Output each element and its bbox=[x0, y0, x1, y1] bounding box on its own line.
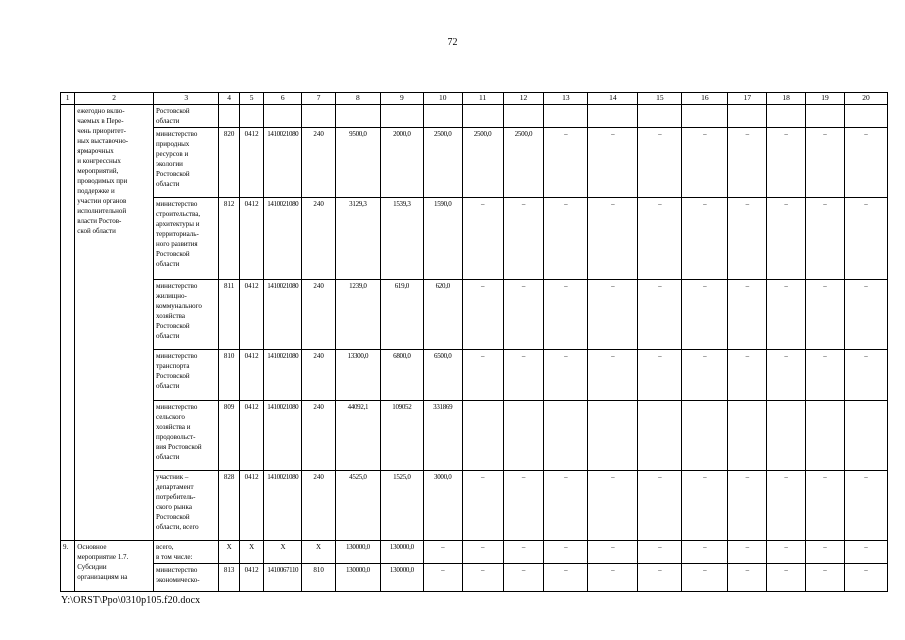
value-cell: 240 bbox=[302, 128, 336, 198]
table.measure_text_a-line: власти Ростов- bbox=[77, 217, 122, 225]
value-cell bbox=[844, 105, 887, 128]
value-cell bbox=[219, 105, 239, 128]
value-cell: – bbox=[503, 280, 544, 350]
value-cell: – bbox=[682, 541, 728, 564]
value-cell: 0412 bbox=[239, 280, 264, 350]
value-cell: – bbox=[844, 350, 887, 401]
value-cell: – bbox=[682, 128, 728, 198]
value-cell: 1410021080 bbox=[264, 198, 302, 280]
executor-cell bbox=[154, 198, 219, 280]
value-cell: – bbox=[544, 128, 588, 198]
table.rows.6.col3-line: области, всего bbox=[156, 523, 199, 531]
value-cell: Х bbox=[302, 541, 336, 564]
value-cell: 6500,0 bbox=[423, 350, 462, 401]
table.rows.7.col3-line: всего, bbox=[156, 543, 174, 551]
header-cell: 8 bbox=[335, 93, 380, 105]
value-cell bbox=[806, 105, 845, 128]
value-cell bbox=[638, 401, 682, 471]
value-cell bbox=[264, 105, 302, 128]
value-cell bbox=[806, 401, 845, 471]
value-cell: 810 bbox=[302, 564, 336, 592]
value-cell: 130000,0 bbox=[380, 541, 423, 564]
table.measure_text_a-line: мероприятий, bbox=[77, 167, 119, 175]
header-cell: 14 bbox=[588, 93, 638, 105]
value-cell: 1539,3 bbox=[380, 198, 423, 280]
table.rows.5.col3-line: сельского bbox=[156, 413, 185, 421]
value-cell bbox=[767, 105, 806, 128]
value-cell bbox=[544, 401, 588, 471]
table.rows.4.col3-line: области bbox=[156, 382, 180, 390]
table.rows.0.col3-line: Ростовской bbox=[156, 107, 190, 115]
executor-cell bbox=[154, 105, 219, 128]
value-cell bbox=[682, 401, 728, 471]
value-cell: 620,0 bbox=[423, 280, 462, 350]
value-cell: – bbox=[767, 541, 806, 564]
table-row bbox=[61, 350, 888, 401]
executor-cell bbox=[154, 128, 219, 198]
value-cell: 809 bbox=[219, 401, 239, 471]
value-cell bbox=[767, 401, 806, 471]
value-cell: – bbox=[767, 128, 806, 198]
value-cell: – bbox=[503, 471, 544, 541]
header-cell: 16 bbox=[682, 93, 728, 105]
value-cell: 1590,0 bbox=[423, 198, 462, 280]
header-cell: 4 bbox=[219, 93, 239, 105]
header-cell: 6 bbox=[264, 93, 302, 105]
header-cell: 20 bbox=[844, 93, 887, 105]
value-cell: – bbox=[638, 128, 682, 198]
value-cell: – bbox=[638, 541, 682, 564]
value-cell: – bbox=[728, 564, 767, 592]
file-path-footer: Y:\ORST\Ppo\0310p105.f20.docx bbox=[61, 595, 201, 606]
value-cell: – bbox=[503, 564, 544, 592]
header-row bbox=[61, 93, 888, 105]
value-cell: – bbox=[767, 198, 806, 280]
value-cell bbox=[380, 105, 423, 128]
value-cell: – bbox=[728, 541, 767, 564]
value-cell: – bbox=[728, 471, 767, 541]
page-number: 72 bbox=[447, 37, 458, 48]
value-cell: – bbox=[588, 350, 638, 401]
table.measure_text_a-line: ярмарочных bbox=[77, 147, 114, 155]
value-cell: 1525,0 bbox=[380, 471, 423, 541]
table.rows.8.col3-line: министерство bbox=[156, 566, 198, 574]
value-cell: Х bbox=[219, 541, 239, 564]
budget-table bbox=[60, 92, 888, 592]
value-cell: – bbox=[767, 350, 806, 401]
value-cell: 4525,0 bbox=[335, 471, 380, 541]
table-row bbox=[61, 541, 888, 564]
value-cell bbox=[503, 105, 544, 128]
executor-cell bbox=[154, 280, 219, 350]
value-cell: 240 bbox=[302, 471, 336, 541]
value-cell: – bbox=[544, 564, 588, 592]
value-cell: – bbox=[503, 350, 544, 401]
value-cell: – bbox=[503, 198, 544, 280]
value-cell: 240 bbox=[302, 401, 336, 471]
value-cell bbox=[588, 105, 638, 128]
value-cell: 3129,3 bbox=[335, 198, 380, 280]
header-cell: 12 bbox=[503, 93, 544, 105]
value-cell: – bbox=[588, 198, 638, 280]
header-cell: 19 bbox=[806, 93, 845, 105]
table.rows.4.col3-line: министерство bbox=[156, 352, 198, 360]
value-cell: – bbox=[806, 541, 845, 564]
header-cell: 10 bbox=[423, 93, 462, 105]
table.row9_text-line: Субсидии bbox=[77, 563, 107, 571]
value-cell: 1410021080 bbox=[264, 350, 302, 401]
value-cell: – bbox=[462, 541, 503, 564]
value-cell: – bbox=[806, 471, 845, 541]
table.rows.2.col3-line: архитектуры и bbox=[156, 220, 200, 228]
table.rows.5.col3-line: области bbox=[156, 453, 180, 461]
value-cell: 0412 bbox=[239, 198, 264, 280]
value-cell: 1410021080 bbox=[264, 280, 302, 350]
measure-name-cell bbox=[75, 105, 154, 541]
table.rows.1.col3-line: Ростовской bbox=[156, 170, 190, 178]
value-cell: 619,0 bbox=[380, 280, 423, 350]
value-cell bbox=[728, 105, 767, 128]
value-cell bbox=[844, 401, 887, 471]
value-cell: – bbox=[806, 564, 845, 592]
value-cell: – bbox=[638, 564, 682, 592]
value-cell: 130000,0 bbox=[380, 564, 423, 592]
header-cell: 2 bbox=[75, 93, 154, 105]
value-cell: 828 bbox=[219, 471, 239, 541]
table.rows.1.col3-line: экологии bbox=[156, 160, 183, 168]
value-cell: – bbox=[806, 350, 845, 401]
value-cell: – bbox=[844, 471, 887, 541]
value-cell: – bbox=[544, 280, 588, 350]
header-cell: 9 bbox=[380, 93, 423, 105]
table.row9_text-line: организациям на bbox=[77, 573, 128, 581]
table.rows.6.col3-line: потребитель- bbox=[156, 493, 196, 501]
value-cell: – bbox=[638, 350, 682, 401]
value-cell: 811 bbox=[219, 280, 239, 350]
table.rows.6.col3-line: участник – bbox=[156, 473, 189, 481]
value-cell: 240 bbox=[302, 198, 336, 280]
table.rows.8.col3-line: экономическо- bbox=[156, 576, 200, 584]
value-cell: – bbox=[844, 198, 887, 280]
value-cell: – bbox=[767, 564, 806, 592]
executor-cell bbox=[154, 471, 219, 541]
value-cell: 0412 bbox=[239, 471, 264, 541]
value-cell: – bbox=[844, 280, 887, 350]
value-cell: 820 bbox=[219, 128, 239, 198]
table.rows.1.col3-line: министерство bbox=[156, 130, 198, 138]
value-cell: 1410021080 bbox=[264, 471, 302, 541]
header-cell: 13 bbox=[544, 93, 588, 105]
value-cell bbox=[503, 401, 544, 471]
value-cell: – bbox=[767, 280, 806, 350]
measure-name-cell bbox=[75, 541, 154, 592]
table.measure_text_a-line: и конгрессных bbox=[77, 157, 121, 165]
value-cell: Х bbox=[264, 541, 302, 564]
value-cell: – bbox=[462, 350, 503, 401]
value-cell: – bbox=[682, 198, 728, 280]
table.rows.6.col3-line: Ростовской bbox=[156, 513, 190, 521]
value-cell bbox=[728, 401, 767, 471]
table.rows.5.col3-line: министерство bbox=[156, 403, 198, 411]
value-cell bbox=[302, 105, 336, 128]
header-cell: 18 bbox=[767, 93, 806, 105]
table.rows.3.col3-line: Ростовской bbox=[156, 322, 190, 330]
value-cell: – bbox=[588, 541, 638, 564]
table.rows.1.col3-line: области bbox=[156, 180, 180, 188]
table.measure_text_a-line: ных выставочно- bbox=[77, 137, 129, 145]
executor-cell bbox=[154, 564, 219, 592]
value-cell: 240 bbox=[302, 280, 336, 350]
value-cell bbox=[462, 105, 503, 128]
value-cell: 2500,0 bbox=[423, 128, 462, 198]
table.rows.6.col3-line: ского рынка bbox=[156, 503, 192, 511]
value-cell: 0412 bbox=[239, 564, 264, 592]
value-cell: – bbox=[544, 541, 588, 564]
table.rows.3.col3-line: коммунального bbox=[156, 302, 202, 310]
table.rows.1.col3-line: ресурсов и bbox=[156, 150, 189, 158]
value-cell: – bbox=[544, 198, 588, 280]
row-number-cell: 9. bbox=[61, 541, 75, 592]
table-row bbox=[61, 198, 888, 280]
table.measure_text_a-line: проводимых при bbox=[77, 177, 128, 185]
value-cell: – bbox=[503, 541, 544, 564]
value-cell: 2500,0 bbox=[503, 128, 544, 198]
table.measure_text_a-line: чень приоритет- bbox=[77, 127, 126, 135]
value-cell: – bbox=[544, 471, 588, 541]
table.measure_text_a-line: ской области bbox=[77, 227, 116, 235]
value-cell: 9500,0 bbox=[335, 128, 380, 198]
table-row bbox=[61, 401, 888, 471]
value-cell bbox=[544, 105, 588, 128]
value-cell bbox=[462, 401, 503, 471]
value-cell: – bbox=[682, 350, 728, 401]
table.rows.3.col3-line: области bbox=[156, 332, 180, 340]
table.rows.4.col3-line: Ростовской bbox=[156, 372, 190, 380]
value-cell: 813 bbox=[219, 564, 239, 592]
value-cell: – bbox=[462, 198, 503, 280]
value-cell: – bbox=[462, 280, 503, 350]
value-cell: 3000,0 bbox=[423, 471, 462, 541]
header-cell: 7 bbox=[302, 93, 336, 105]
value-cell: – bbox=[682, 564, 728, 592]
value-cell: 13300,0 bbox=[335, 350, 380, 401]
value-cell: – bbox=[638, 198, 682, 280]
value-cell: – bbox=[806, 128, 845, 198]
value-cell bbox=[335, 105, 380, 128]
value-cell: – bbox=[638, 471, 682, 541]
table.rows.2.col3-line: Ростовской bbox=[156, 250, 190, 258]
value-cell: 109052 bbox=[380, 401, 423, 471]
table.measure_text_a-line: поддержке и bbox=[77, 187, 115, 195]
table.rows.7.col3-line: в том числе: bbox=[156, 553, 193, 561]
value-cell: – bbox=[682, 471, 728, 541]
value-cell: – bbox=[844, 541, 887, 564]
value-cell: 1410021080 bbox=[264, 401, 302, 471]
header-cell: 5 bbox=[239, 93, 264, 105]
value-cell: – bbox=[588, 564, 638, 592]
value-cell bbox=[423, 105, 462, 128]
table.measure_text_a-line: исполнительной bbox=[77, 207, 127, 215]
table.measure_text_a-line: ежегодно вклю- bbox=[77, 107, 125, 115]
table.rows.2.col3-line: министерство bbox=[156, 200, 198, 208]
value-cell: 44092,1 bbox=[335, 401, 380, 471]
table.rows.3.col3-line: жилищно- bbox=[156, 292, 187, 300]
value-cell: – bbox=[638, 280, 682, 350]
table.rows.3.col3-line: министерство bbox=[156, 282, 198, 290]
executor-cell bbox=[154, 541, 219, 564]
value-cell: – bbox=[728, 128, 767, 198]
value-cell: – bbox=[728, 350, 767, 401]
value-cell: – bbox=[844, 564, 887, 592]
value-cell: 0412 bbox=[239, 401, 264, 471]
value-cell: 130000,0 bbox=[335, 564, 380, 592]
table.rows.2.col3-line: строительства, bbox=[156, 210, 201, 218]
table.rows.5.col3-line: вия Ростовской bbox=[156, 443, 202, 451]
value-cell: 1239,0 bbox=[335, 280, 380, 350]
table.rows.2.col3-line: ного развития bbox=[156, 240, 198, 248]
value-cell: – bbox=[423, 564, 462, 592]
table-row bbox=[61, 128, 888, 198]
executor-cell bbox=[154, 350, 219, 401]
row-number-cell bbox=[61, 105, 75, 541]
value-cell: – bbox=[588, 471, 638, 541]
table.rows.5.col3-line: хозяйства и bbox=[156, 423, 191, 431]
value-cell: – bbox=[806, 198, 845, 280]
value-cell: – bbox=[588, 128, 638, 198]
value-cell: 2500,0 bbox=[462, 128, 503, 198]
value-cell: – bbox=[844, 128, 887, 198]
table.rows.3.col3-line: хозяйства bbox=[156, 312, 185, 320]
header-cell: 15 bbox=[638, 93, 682, 105]
value-cell: 0412 bbox=[239, 350, 264, 401]
table-row bbox=[61, 280, 888, 350]
value-cell bbox=[239, 105, 264, 128]
value-cell: – bbox=[462, 471, 503, 541]
table-row bbox=[61, 105, 888, 128]
value-cell: Х bbox=[239, 541, 264, 564]
value-cell: 2000,0 bbox=[380, 128, 423, 198]
value-cell bbox=[638, 105, 682, 128]
value-cell: – bbox=[423, 541, 462, 564]
header-cell: 17 bbox=[728, 93, 767, 105]
value-cell: 810 bbox=[219, 350, 239, 401]
table.rows.6.col3-line: департамент bbox=[156, 483, 194, 491]
table.rows.5.col3-line: продовольст- bbox=[156, 433, 196, 441]
value-cell: – bbox=[588, 280, 638, 350]
value-cell: 0412 bbox=[239, 128, 264, 198]
value-cell: 812 bbox=[219, 198, 239, 280]
value-cell: – bbox=[728, 280, 767, 350]
value-cell: – bbox=[806, 280, 845, 350]
value-cell: 130000,0 bbox=[335, 541, 380, 564]
value-cell: – bbox=[682, 280, 728, 350]
value-cell: – bbox=[728, 198, 767, 280]
value-cell: – bbox=[544, 350, 588, 401]
executor-cell bbox=[154, 401, 219, 471]
value-cell: 1410067110 bbox=[264, 564, 302, 592]
header-cell: 3 bbox=[154, 93, 219, 105]
header-cell: 1 bbox=[61, 93, 75, 105]
value-cell: 6800,0 bbox=[380, 350, 423, 401]
table.row9_text-line: Основное bbox=[77, 543, 107, 551]
value-cell: 1410021080 bbox=[264, 128, 302, 198]
table-row bbox=[61, 564, 888, 592]
value-cell bbox=[682, 105, 728, 128]
value-cell bbox=[588, 401, 638, 471]
table.rows.0.col3-line: области bbox=[156, 117, 180, 125]
header-cell: 11 bbox=[462, 93, 503, 105]
table-row bbox=[61, 471, 888, 541]
table.rows.4.col3-line: транспорта bbox=[156, 362, 190, 370]
table.measure_text_a-line: чаемых в Пере- bbox=[77, 117, 124, 125]
value-cell: – bbox=[462, 564, 503, 592]
table.measure_text_a-line: участии органов bbox=[77, 197, 127, 205]
table.rows.2.col3-line: территориаль- bbox=[156, 230, 199, 238]
table.row9_text-line: мероприятие 1.7. bbox=[77, 553, 129, 561]
value-cell: – bbox=[767, 471, 806, 541]
value-cell: 240 bbox=[302, 350, 336, 401]
value-cell: 331869 bbox=[423, 401, 462, 471]
table.rows.2.col3-line: области bbox=[156, 260, 180, 268]
table.rows.1.col3-line: природных bbox=[156, 140, 190, 148]
